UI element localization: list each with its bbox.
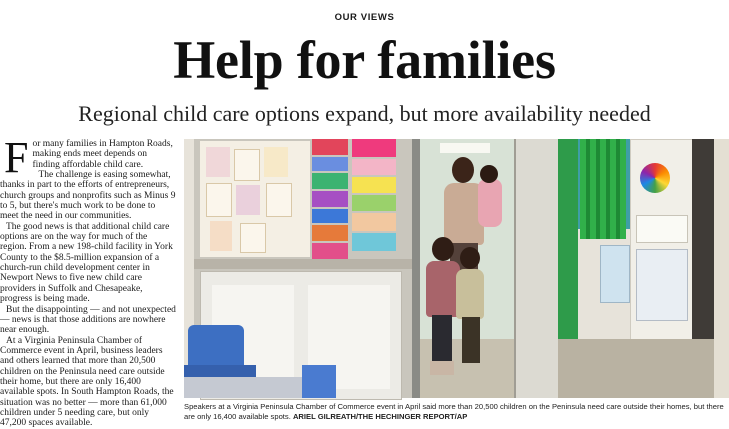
article-paragraph-text: or many families in Hampton Roads, making ends meet depends on finding affordable child care.: [32, 139, 173, 170]
child-head: [432, 237, 454, 261]
article-paragraph: At a Virginia Peninsula Chamber of Commerce event in April, business leaders and others learned that more than 20,500 children on the Peninsula need care outside their home, but there are only 16,400 available spots. In South Hampton Roads, the situation was no better — more than 61,000 children under 5 needing care, but only 47,200 spaces available.: [0, 335, 174, 429]
drop-cap: F: [4, 133, 29, 182]
hallway-light: [440, 143, 490, 153]
open-door: [514, 139, 560, 398]
deck: Regional child care options expand, but more availability needed: [78, 101, 651, 126]
paper-strip: [312, 139, 348, 155]
section-label: OUR VIEWS: [334, 12, 395, 23]
artwork-letters: [206, 147, 230, 177]
article-body: [0, 133, 176, 429]
article-paragraph: But the disappointing — and not unexpected — news is that those additions are nowhere near enough.: [0, 304, 176, 336]
chair-seat: [184, 365, 256, 377]
green-streamers: [580, 139, 626, 239]
artwork-letters: [236, 185, 260, 215]
paper-strip: [352, 177, 396, 193]
blue-chair: [302, 365, 336, 398]
wall-edge: [714, 139, 729, 398]
paper-strip: [352, 159, 396, 175]
paper-strip: [312, 243, 348, 259]
artwork-letters: [266, 183, 292, 217]
toddler-head: [480, 165, 498, 183]
paper-strip: [312, 157, 348, 171]
paper-strip: [352, 213, 396, 231]
child-head: [460, 247, 480, 269]
classroom-photo: [184, 139, 729, 398]
paper-strip: [352, 233, 396, 251]
toddler-held: [478, 179, 502, 227]
color-wheel-icon: [640, 163, 670, 193]
world-map-poster: [600, 245, 630, 303]
poster: [636, 215, 688, 243]
poster: [636, 249, 688, 321]
article-paragraph: The challenge is easing somewhat, thanks in part to the efforts of entrepreneurs, church groups and nonprofits such as Minus 9 to 5, but there's much work to be done to meet the need in our communities.: [0, 170, 176, 222]
photo-credit: ARIEL GILREATH/THE HECHINGER REPORT/AP: [292, 412, 468, 421]
paper-strip: [312, 225, 348, 241]
paper-strip: [312, 209, 348, 223]
blue-chair: [188, 325, 244, 369]
paper-strip: [352, 139, 396, 157]
paper-strip: [312, 191, 348, 207]
paper-strip: [352, 195, 396, 211]
artwork-letters: [240, 223, 266, 253]
adult-head: [452, 157, 474, 183]
headline: Help for families: [173, 30, 556, 90]
child-jacket: [456, 269, 484, 319]
window-sill: [194, 259, 414, 269]
artwork-letters: [234, 149, 260, 181]
caption-text: Speakers at a Virginia Peninsula Chamber of Commerce event in April said more than 20,500 children on the Peninsula need care outside their homes, but there are only 16,400 available spots.: [184, 402, 724, 421]
classroom-floor: [558, 339, 729, 398]
artwork-letters: [210, 221, 232, 251]
child-dress: [426, 261, 460, 317]
article-paragraph: [0, 133, 176, 182]
child-legs: [432, 315, 452, 363]
paper-strip: [312, 173, 348, 189]
artwork-letters: [206, 183, 232, 217]
article-paragraph: The good news is that additional child care options are on the way for much of the region. From a new 198-child facility in York County to the $8.5-million expansion of a church-run child development center in Newport News to five new child care providers in Suffolk and Chesapeake, progress is being made.: [0, 221, 173, 305]
photo-caption: [184, 402, 729, 422]
child-legs: [462, 317, 480, 363]
child-boots: [430, 361, 454, 375]
artwork-letters: [264, 147, 288, 177]
